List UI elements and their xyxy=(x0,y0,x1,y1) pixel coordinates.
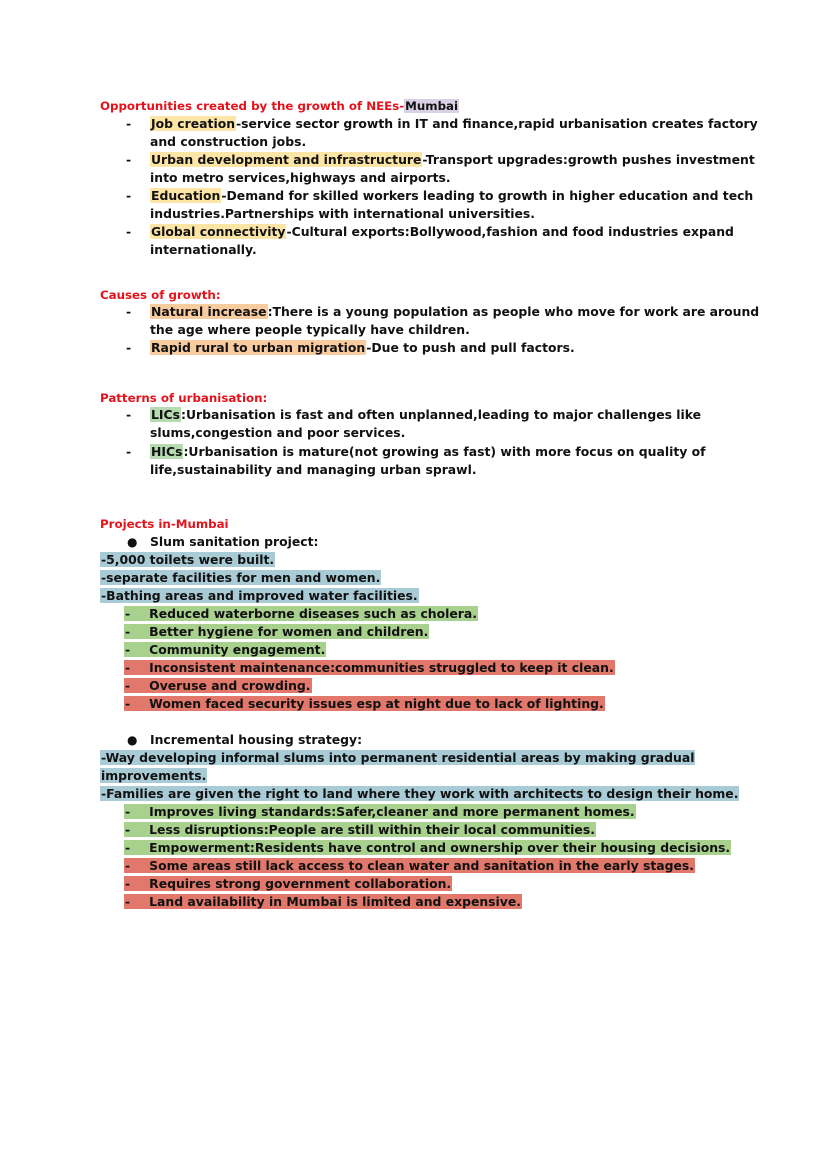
item-text: -Due to push and pull factors. xyxy=(366,340,575,355)
slum-con xyxy=(124,677,312,695)
list-item-line xyxy=(150,169,451,187)
dash-marker: - xyxy=(125,606,131,621)
dash-marker: - xyxy=(126,340,132,355)
fact-text: -Bathing areas and improved water facilities. xyxy=(101,588,418,603)
fact-text: -5,000 toilets were built. xyxy=(101,552,275,567)
list-item-line xyxy=(150,223,734,241)
list-item-line xyxy=(150,339,575,357)
slum-fact xyxy=(100,551,275,569)
dash-marker: - xyxy=(125,858,131,873)
con-text: Land availability in Mumbai is limited and expensive. xyxy=(149,894,521,909)
fact-text: -separate facilities for men and women. xyxy=(101,570,381,585)
con-text: Some areas still lack access to clean water and sanitation in the early stages. xyxy=(149,858,694,873)
item-text: -Transport upgrades:growth pushes investment xyxy=(422,152,755,167)
slum-project-title: Slum sanitation project: xyxy=(150,534,319,549)
dash-marker: - xyxy=(125,696,131,711)
slum-fact xyxy=(100,587,419,605)
dash-marker: - xyxy=(126,224,132,239)
item-term: Urban development and infrastructure xyxy=(151,152,422,167)
dash-marker: - xyxy=(125,804,131,819)
dash-marker: - xyxy=(125,660,131,675)
item-text: :Urbanisation is fast and often unplanned,leading to major challenges like xyxy=(180,407,702,422)
fact-text: -Way developing informal slums into permanent residential areas by making gradual xyxy=(101,750,695,765)
pro-text: Reduced waterborne diseases such as cholera. xyxy=(149,606,477,621)
list-item-line xyxy=(150,187,753,205)
list-item-line xyxy=(150,115,758,133)
opportunities-heading xyxy=(100,97,459,115)
dash-marker: - xyxy=(125,840,131,855)
item-term: LICs xyxy=(151,407,180,422)
item-text: :There is a young population as people who move for work are around xyxy=(267,304,760,319)
pro-text: Better hygiene for women and children. xyxy=(149,624,429,639)
slum-pro xyxy=(124,641,326,659)
housing-con xyxy=(124,857,695,875)
list-item-line xyxy=(150,406,701,424)
item-text: -service sector growth in IT and finance,rapid urbanisation creates factory xyxy=(236,116,758,131)
housing-pro xyxy=(124,839,731,857)
slum-pro xyxy=(124,623,429,641)
opportunities-heading-text: Opportunities created by the growth of NEEs- xyxy=(100,99,405,113)
list-item-line xyxy=(150,424,405,442)
list-item-line xyxy=(150,133,306,151)
item-term: Global connectivity xyxy=(151,224,286,239)
fact-text: improvements. xyxy=(101,768,207,783)
slum-con xyxy=(124,659,615,677)
list-item-line xyxy=(150,303,759,321)
dash-marker: - xyxy=(125,678,131,693)
pro-text: Less disruptions:People are still within their local communities. xyxy=(149,822,595,837)
list-item-line xyxy=(150,461,477,479)
item-text: the age where people typically have children. xyxy=(150,322,470,337)
housing-project-title: Incremental housing strategy: xyxy=(150,732,363,747)
dash-marker: - xyxy=(125,642,131,657)
dash-marker: - xyxy=(125,876,131,891)
item-term: HICs xyxy=(151,444,183,459)
bullet-dot: ● xyxy=(127,733,138,747)
item-text: -Demand for skilled workers leading to growth in higher education and tech xyxy=(221,188,754,203)
item-text: :Urbanisation is mature(not growing as fast) with more focus on quality of xyxy=(183,444,706,459)
item-text: and construction jobs. xyxy=(150,134,307,149)
housing-pro xyxy=(124,821,596,839)
dash-marker: - xyxy=(126,407,132,422)
item-text: industries.Partnerships with international universities. xyxy=(150,206,536,221)
slum-con xyxy=(124,695,605,713)
dash-marker: - xyxy=(126,152,132,167)
slum-fact xyxy=(100,569,381,587)
causes-heading: Causes of growth: xyxy=(100,288,221,302)
bullet-dot: ● xyxy=(127,535,138,549)
item-term: Job creation xyxy=(151,116,236,131)
opportunities-heading-place: Mumbai xyxy=(405,99,459,113)
con-text: Requires strong government collaboration. xyxy=(149,876,452,891)
dash-marker: - xyxy=(126,304,132,319)
con-text: Women faced security issues esp at night due to lack of lighting. xyxy=(149,696,604,711)
dash-marker: - xyxy=(126,444,132,459)
housing-pro xyxy=(124,803,636,821)
housing-fact xyxy=(100,767,207,785)
list-item-line xyxy=(150,443,706,461)
item-text: into metro services,highways and airports. xyxy=(150,170,451,185)
housing-fact xyxy=(100,785,739,803)
slum-pro xyxy=(124,605,478,623)
item-text: internationally. xyxy=(150,242,257,257)
item-term: Natural increase xyxy=(151,304,267,319)
list-item-line xyxy=(150,205,535,223)
pro-text: Community engagement. xyxy=(149,642,326,657)
bullet xyxy=(127,731,137,749)
patterns-heading: Patterns of urbanisation: xyxy=(100,391,268,405)
projects-heading: Projects in-Mumbai xyxy=(100,517,229,531)
item-term: Education xyxy=(151,188,221,203)
housing-con xyxy=(124,875,452,893)
con-text: Overuse and crowding. xyxy=(149,678,311,693)
list-item-line xyxy=(150,241,257,259)
list-item-line xyxy=(150,321,470,339)
bullet xyxy=(127,533,137,551)
dash-marker: - xyxy=(125,624,131,639)
item-text: life,sustainability and managing urban sprawl. xyxy=(150,462,477,477)
con-text: Inconsistent maintenance:communities struggled to keep it clean. xyxy=(149,660,614,675)
housing-con xyxy=(124,893,522,911)
item-text: -Cultural exports:Bollywood,fashion and food industries expand xyxy=(286,224,734,239)
pro-text: Improves living standards:Safer,cleaner and more permanent homes. xyxy=(149,804,635,819)
list-item-line xyxy=(150,151,755,169)
housing-fact xyxy=(100,749,695,767)
dash-marker: - xyxy=(126,188,132,203)
dash-marker: - xyxy=(125,822,131,837)
pro-text: Empowerment:Residents have control and ownership over their housing decisions. xyxy=(149,840,731,855)
fact-text: -Families are given the right to land where they work with architects to design their home. xyxy=(101,786,739,801)
dash-marker: - xyxy=(126,116,132,131)
item-text: slums,congestion and poor services. xyxy=(150,425,406,440)
item-term: Rapid rural to urban migration xyxy=(151,340,366,355)
dash-marker: - xyxy=(125,894,131,909)
